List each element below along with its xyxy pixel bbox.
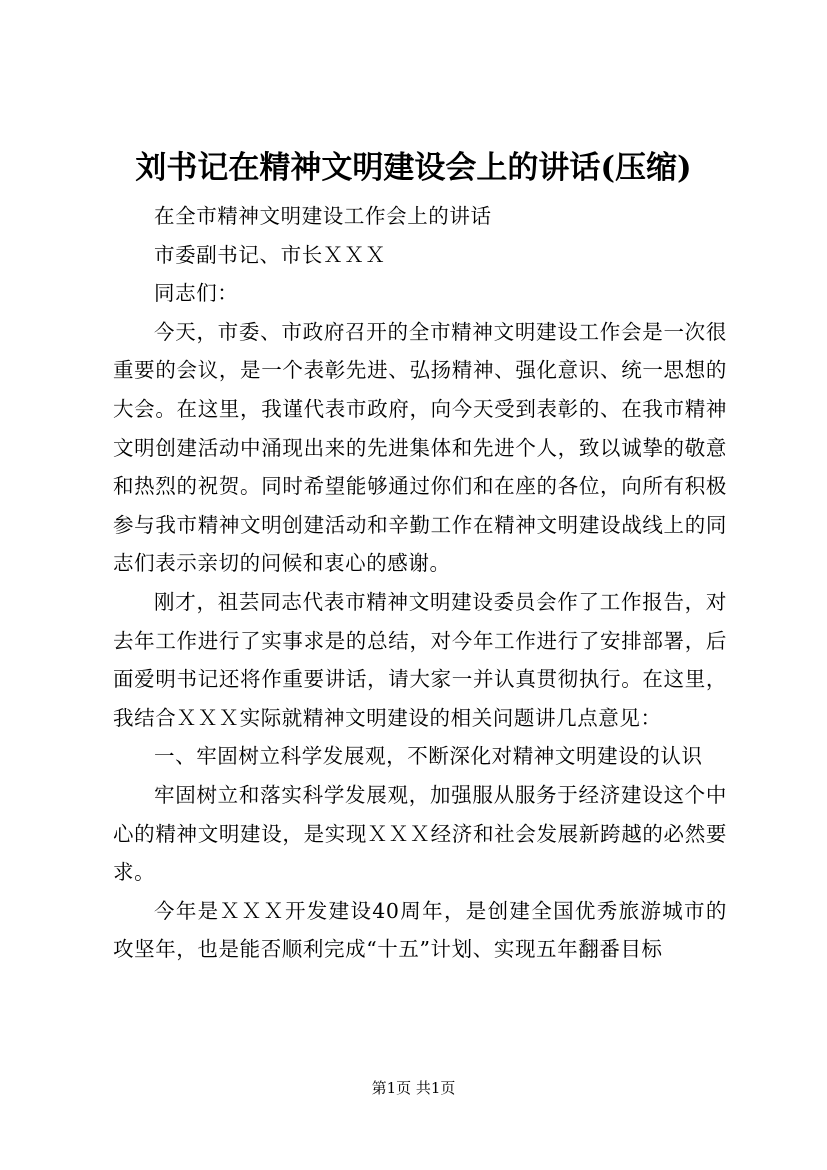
paragraph: 今天，市委、市政府召开的全市精神文明建设工作会是一次很重要的会议，是一个表彰先进、弘扬精神、强化意识、统一思想的大会。在这里，我谨代表市政府，向今天受到表彰的、在我市精神文明创建活动中涌现出来的先进集体和先进个人，致以诚挚的敬意和热烈的祝贺。同时希望能够通过你们和在座的各位，向所有积极参与我市精神文明创建活动和辛勤工作在精神文明建设战线上的同志们表示亲切的问候和衷心的感谢。 [113,319,727,576]
paragraph-speaker: 市委副书记、市长ＸＸＸ [154,242,387,267]
page-number-footer: 第1页 共1页 [371,1079,456,1097]
section-heading: 一、牢固树立科学发展观，不断深化对精神文明建设的认识 [154,744,703,769]
paragraph: 牢固树立和落实科学发展观，加强服从服务于经济建设这个中心的精神文明建设，是实现ＸＸＸ经济和社会发展新跨越的必然要求。 [113,782,727,885]
paragraph-salutation: 同志们： [154,281,239,306]
paragraph-speech-subtitle: 在全市精神文明建设工作会上的讲话 [154,204,492,228]
paragraph: 今年是ＸＸＸ开发建设40周年，是创建全国优秀旅游城市的攻坚年，也是能否顺利完成“十五”计划、实现五年翻番目标 [113,898,727,962]
paragraph: 刚才，祖芸同志代表市精神文明建设委员会作了工作报告，对去年工作进行了实事求是的总结，对今年工作进行了安排部署，后面爱明书记还将作重要讲话，请大家一并认真贯彻执行。在这里，我结合ＸＸＸ实际就精神文明建设的相关问题讲几点意见： [113,589,727,730]
document-title: 刘书记在精神文明建设会上的讲话(压缩) [135,150,692,186]
document-body [113,197,727,969]
